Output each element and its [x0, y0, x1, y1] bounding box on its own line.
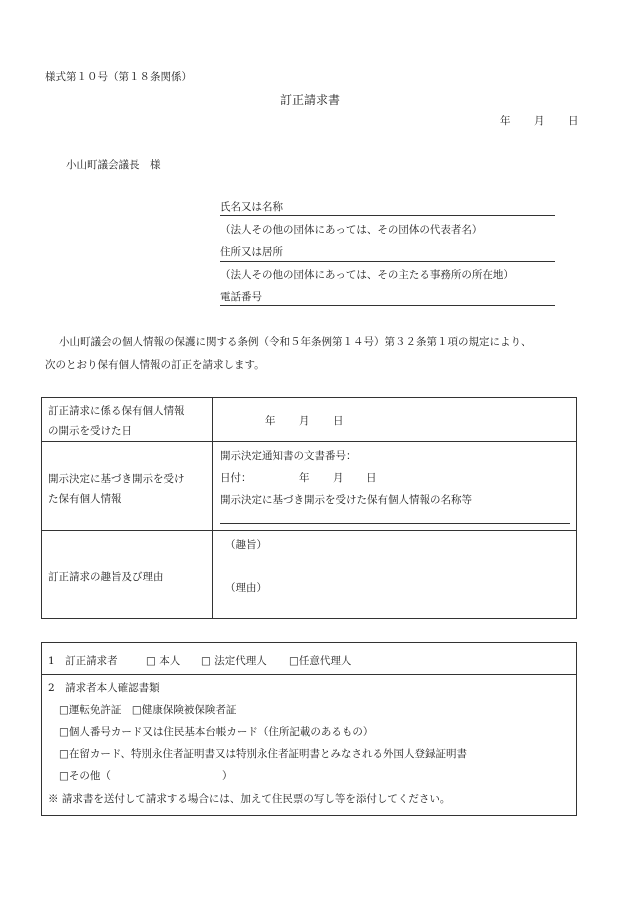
mailing-note: ※ 請求書を送付して請求する場合には、加えて住民票の写し等を添付してください。	[48, 793, 451, 805]
address-field[interactable]	[220, 261, 555, 262]
id-documents-label: 2 請求者本人確認書類	[48, 682, 160, 694]
id-documents-other-close: ）	[222, 770, 233, 782]
date-year-label: 年	[500, 115, 511, 127]
row2-date-label: 日付：	[220, 472, 252, 484]
row2-year: 年	[299, 472, 310, 484]
checkbox-legal-representative[interactable]: □ 法定代理人	[201, 655, 267, 667]
row3-purpose: （趣旨）	[225, 539, 267, 551]
id-documents-other[interactable]: □その他（	[59, 770, 111, 782]
address-label: 住所又は居所	[220, 246, 283, 258]
address-note: （法人その他の団体にあっては、その主たる事務所の所在地）	[220, 269, 514, 281]
checkbox-self[interactable]: □ 本人	[146, 655, 181, 667]
id-documents-line2[interactable]: □個人番号カード又は住民基本台帳カード（住所記載のあるもの）	[59, 726, 374, 738]
addressee: 小山町議会議長 様	[66, 159, 161, 171]
requester-type-label: 1 訂正請求者	[48, 655, 118, 667]
row1-label-line2: の開示を受けた日	[48, 425, 132, 437]
date-day-label: 日	[568, 115, 579, 127]
form-number: 様式第１０号（第１８条関係）	[45, 71, 192, 83]
name-field[interactable]	[220, 215, 555, 216]
body-text-line2: 次のとおり保有個人情報の訂正を請求します。	[45, 359, 265, 371]
page-title: 訂正請求書	[280, 93, 341, 107]
body-text-line1: 小山町議会の個人情報の保護に関する条例（令和５年条例第１４号）第３２条第１項の規定により、	[59, 336, 532, 348]
row3-reason: （理由）	[225, 582, 267, 594]
date-month-label: 月	[534, 115, 545, 127]
row1-day: 日	[333, 415, 344, 427]
checkbox-voluntary-representative[interactable]: □任意代理人	[289, 655, 352, 667]
requester-box-divider	[41, 674, 577, 675]
row2-document-number: 開示決定通知書の文書番号：	[220, 450, 357, 462]
row2-info-name: 開示決定に基づき開示を受けた保有個人情報の名称等	[220, 494, 472, 506]
row2-label-line1: 開示決定に基づき開示を受け	[48, 473, 185, 485]
phone-field[interactable]	[220, 305, 555, 306]
row1-month: 月	[299, 415, 310, 427]
row2-month: 月	[333, 472, 344, 484]
row1-label-line1: 訂正請求に係る保有個人情報	[48, 405, 185, 417]
row2-label-line2: た保有個人情報	[48, 493, 122, 505]
name-note: （法人その他の団体にあっては、その団体の代表者名）	[220, 224, 483, 236]
row1-year: 年	[265, 415, 276, 427]
table-row-divider-1	[41, 441, 577, 442]
row3-label: 訂正請求の趣旨及び理由	[48, 571, 164, 583]
name-label: 氏名又は名称	[220, 201, 283, 213]
table-row-divider-2	[41, 530, 577, 531]
table-column-divider	[212, 397, 213, 619]
phone-label: 電話番号	[220, 291, 262, 303]
id-documents-line1[interactable]: □運転免許証 □健康保険被保険者証	[59, 704, 237, 716]
row2-info-name-field[interactable]	[220, 523, 570, 524]
id-documents-line3[interactable]: □在留カード、特別永住者証明書又は特別永住者証明書とみなされる外国人登録証明書	[59, 748, 467, 760]
row2-day: 日	[366, 472, 377, 484]
